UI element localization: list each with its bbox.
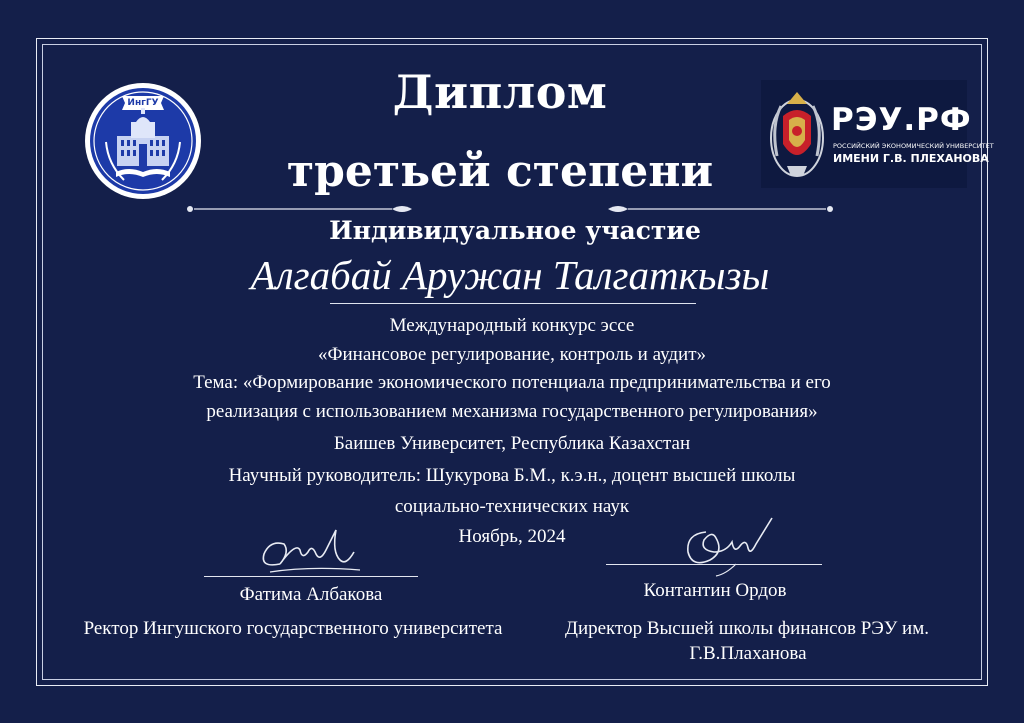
participation-type: Индивидуальное участие	[329, 216, 701, 245]
supervisor-line1: Научный руководитель: Шукурова Б.М., к.э.н., доцент высшей школы	[228, 465, 796, 486]
institution: Баишев Университет, Республика Казахстан	[333, 433, 691, 454]
essay-topic-line2: реализация с использованием механизма государственного регулирования»	[206, 401, 818, 422]
issue-date: Ноябрь, 2024	[458, 526, 566, 547]
right-signature	[676, 512, 786, 578]
left-signature	[250, 522, 370, 582]
ingsu-badge-text: ИнгГУ	[127, 98, 159, 108]
left-signature-line	[204, 576, 418, 577]
reu-subtitle-2: ИМЕНИ Г.В. ПЛЕХАНОВА	[833, 152, 989, 165]
essay-topic-line1: Тема: «Формирование экономического потенциала предпринимательства и его	[193, 372, 831, 393]
recipient-underline	[330, 303, 696, 304]
reu-logo	[761, 80, 994, 188]
left-signatory-name: Фатима Албакова	[239, 584, 383, 605]
contest-title: «Финансовое регулирование, контроль и аудит»	[317, 344, 707, 365]
supervisor-line2: социально-технических наук	[394, 496, 630, 517]
diploma-title: Диплом	[392, 65, 608, 119]
recipient-name: Алгабай Аружан Талгаткызы	[250, 252, 770, 298]
right-signatory-position-line2: Г.В.Плаханова	[689, 643, 807, 664]
right-signature-line	[606, 564, 822, 565]
right-signatory-name: Контантин Ордов	[643, 580, 787, 601]
ingsu-logo	[84, 82, 202, 200]
reu-subtitle-1: РОССИЙСКИЙ ЭКОНОМИЧЕСКИЙ УНИВЕРСИТЕТ	[833, 142, 994, 150]
contest-name: Международный конкурс эссе	[389, 315, 635, 336]
left-signatory-position: Ректор Ингушского государственного университета	[83, 618, 503, 639]
right-signatory-position-line1: Директор Высшей школы финансов РЭУ им.	[565, 618, 929, 639]
reu-main-text: РЭУ.РФ	[831, 102, 972, 138]
diploma-degree: третьей степени	[286, 146, 714, 197]
